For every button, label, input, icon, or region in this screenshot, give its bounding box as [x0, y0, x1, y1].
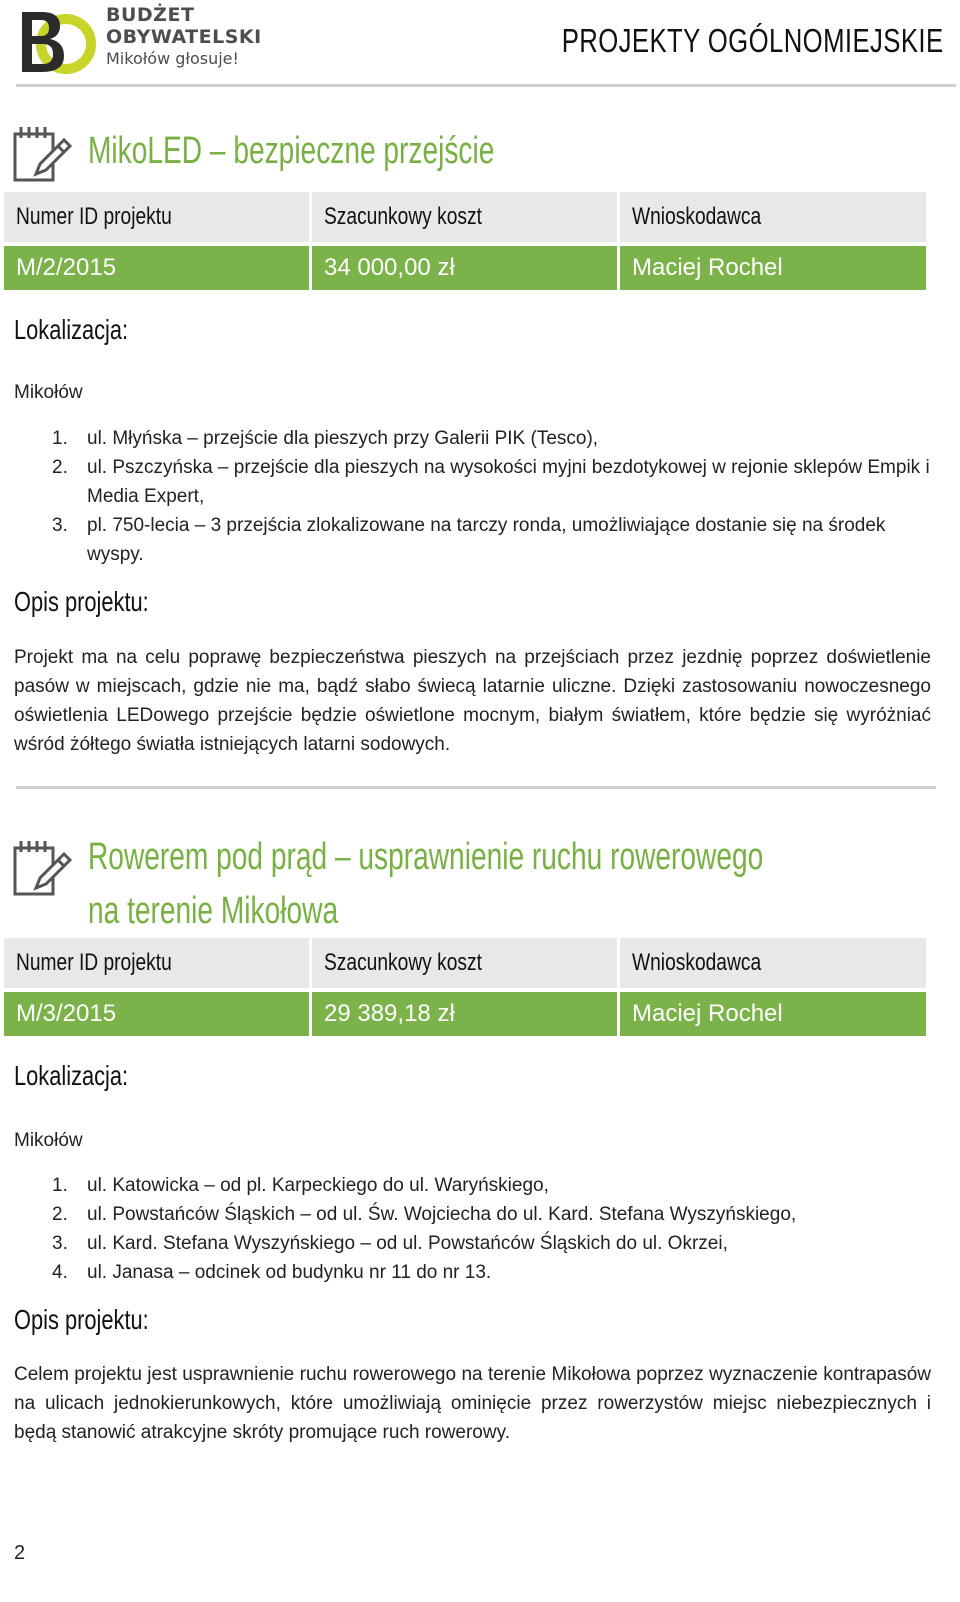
list-item: 3. pl. 750-lecia – 3 przejścia zlokalizowane na tarczy ronda, umożliwiające dostanie się na środek wyspy.	[52, 515, 886, 565]
location-city: Mikołów	[14, 382, 83, 403]
project-section-1	[0, 124, 960, 755]
header-divider	[16, 84, 956, 87]
logo	[16, 6, 266, 78]
list-item: 3. ul. Kard. Stefana Wyszyńskiego – od ul. Powstańców Śląskich do ul. Okrzei,	[52, 1233, 728, 1254]
list-item: 2. ul. Pszczyńska – przejście dla pieszych na wysokości myjni bezdotykowej w rejonie sklepów Empik i Media Expert,	[52, 457, 930, 507]
page-heading: PROJEKTY OGÓLNOMIEJSKIE	[562, 22, 944, 59]
location-list	[14, 1171, 934, 1287]
list-item: 2. ul. Powstańców Śląskich – od ul. Św. Wojciecha do ul. Kard. Stefana Wyszyńskiego,	[52, 1204, 797, 1225]
logo-line3: Mikołów głosuje!	[106, 49, 239, 68]
list-item: 4. ul. Janasa – odcinek od budynku nr 11 do nr 13.	[52, 1262, 492, 1283]
value-id: M/3/2015	[4, 992, 309, 1036]
project-title: Rowerem pod prąd – usprawnienie ruchu rowerowego	[88, 836, 764, 878]
description-heading: Opis projektu:	[14, 1304, 149, 1335]
value-cost: 29 389,18 zł	[312, 992, 617, 1036]
location-heading: Lokalizacja:	[14, 314, 129, 345]
description-text: Celem projektu jest usprawnienie ruchu rowerowego na terenie Mikołowa poprzez wyznaczenie kontrapasów na ulicach jednokierunkowych, które umożliwiają ominięcie przez rowerzystów miejsc niebezpiecznych i będą stanowić atrakcyjne skróty promujące ruch rowerowy.	[14, 1364, 931, 1443]
description-text: Projekt ma na celu poprawę bezpieczeństwa pieszych na przejściach przez jezdnię poprzez doświetlenie pasów w miejscach, gdzie nie ma, bądź słabo świecą latarnie uliczne. Dzięki zastosowaniu nowoczesnego oświetlenia LEDowego przejście będzie oświetlone mocnym, białym światłem, które będzie się wyróżniać wśród żółtego światła istniejących latarni sodowych.	[14, 647, 931, 755]
header-cost: Szacunkowy koszt	[312, 938, 617, 988]
header-applicant: Wnioskodawca	[620, 938, 926, 988]
value-applicant: Maciej Rochel	[620, 246, 926, 290]
page-header	[0, 0, 960, 90]
header-id: Numer ID projektu	[4, 192, 309, 242]
project-title: MikoLED – bezpieczne przejście	[88, 130, 495, 172]
header-id: Numer ID projektu	[4, 938, 309, 988]
header-cost: Szacunkowy koszt	[312, 192, 617, 242]
project-title-line2: na terenie Mikołowa	[88, 890, 339, 932]
project-info-table	[4, 192, 944, 290]
logo-mark-icon	[16, 6, 102, 78]
notepad-pencil-icon	[12, 124, 72, 184]
header-applicant: Wnioskodawca	[620, 192, 926, 242]
location-list	[14, 424, 934, 569]
logo-line1: BUDŻET	[106, 4, 195, 26]
project-section-2	[0, 830, 960, 1443]
description-heading: Opis projektu:	[14, 586, 149, 617]
list-item: 1. ul. Młyńska – przejście dla pieszych przy Galerii PIK (Tesco),	[52, 428, 599, 449]
location-heading: Lokalizacja:	[14, 1060, 129, 1091]
list-item: 1. ul. Katowicka – od pl. Karpeckiego do ul. Waryńskiego,	[52, 1175, 549, 1196]
value-cost: 34 000,00 zł	[312, 246, 617, 290]
section-divider	[16, 786, 936, 789]
location-city: Mikołów	[14, 1130, 83, 1151]
notepad-pencil-icon	[12, 838, 72, 898]
value-id: M/2/2015	[4, 246, 309, 290]
logo-line2: OBYWATELSKI	[106, 26, 262, 48]
value-applicant: Maciej Rochel	[620, 992, 926, 1036]
page-number: 2	[14, 1542, 26, 1564]
project-info-table	[4, 938, 944, 1036]
